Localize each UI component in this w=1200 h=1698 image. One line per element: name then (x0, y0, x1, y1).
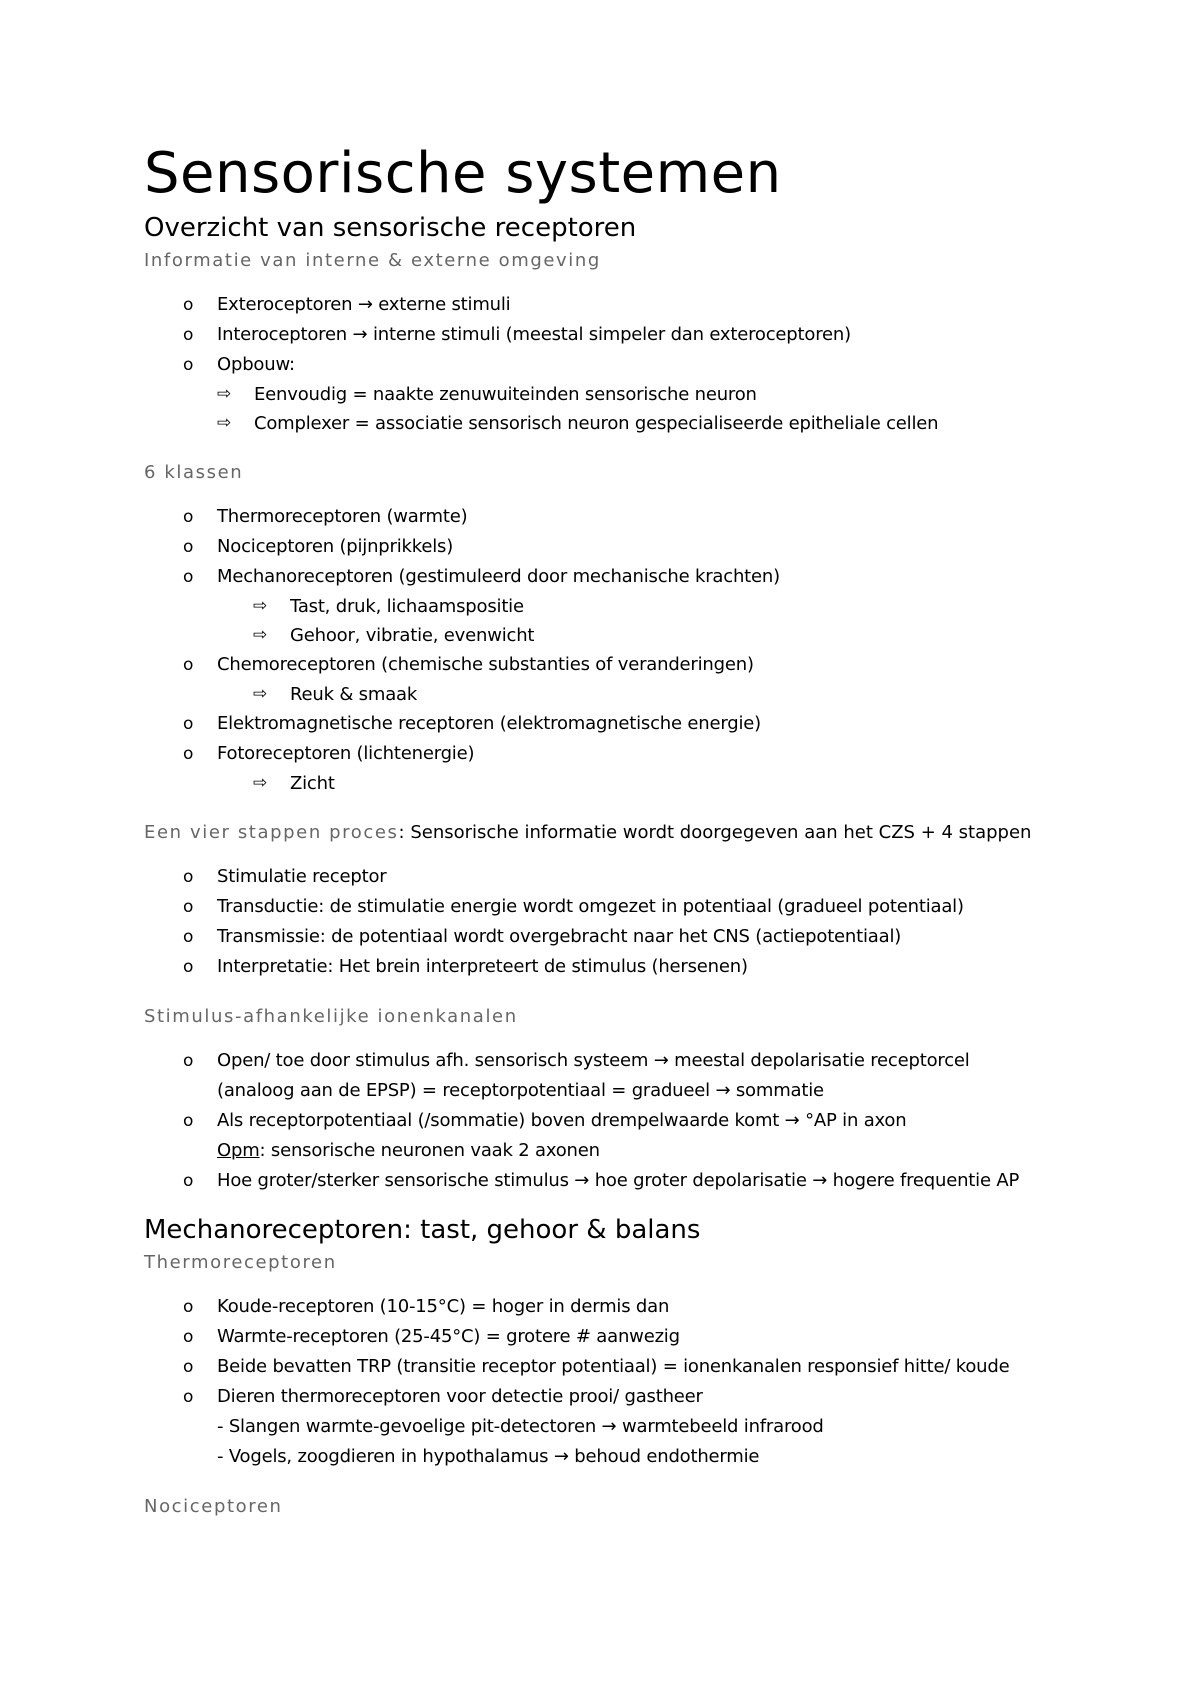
bullet-icon: o (183, 567, 194, 587)
list-item-text: Exteroceptoren → externe stimuli (217, 294, 511, 315)
list-item (144, 1352, 1064, 1382)
list-item-text: Stimulatie receptor (217, 866, 387, 887)
sublist-item-text: Gehoor, vibratie, evenwicht (290, 625, 535, 646)
list-informatie (144, 290, 1064, 438)
arrow-right-icon: ⇨ (217, 384, 232, 404)
arrow-right-icon: ⇨ (253, 596, 268, 616)
bullet-icon: o (183, 295, 194, 315)
list-item (144, 1382, 1064, 1472)
sublist-opbouw (217, 380, 1064, 438)
sublist-item (217, 380, 1064, 409)
bullet-icon: o (183, 1171, 194, 1191)
sublist-item-text: Eenvoudig = naakte zenuwuiteinden sensorische neuron (254, 384, 757, 405)
list-item (144, 1106, 1064, 1166)
section-heading-mechanoreceptoren: Mechanoreceptoren: tast, gehoor & balans (144, 1215, 701, 1245)
list-item (144, 1166, 1064, 1196)
sublist-item-text: Zicht (290, 773, 335, 794)
list-item (144, 922, 1064, 952)
subheading-6-klassen: 6 klassen (144, 462, 244, 483)
subheading-thermoreceptoren: Thermoreceptoren (144, 1252, 337, 1273)
arrow-right-icon: ⇨ (253, 684, 268, 704)
bullet-icon: o (183, 537, 194, 557)
list-item-text: Warmte-receptoren (25-45°C) = grotere # aanwezig (217, 1326, 680, 1347)
sublist-mechano (217, 592, 1064, 650)
sublist-item (253, 592, 1064, 621)
bullet-icon: o (183, 1297, 194, 1317)
list-item (144, 650, 1064, 709)
sublist-item (253, 621, 1064, 650)
list-item-text: Transductie: de stimulatie energie wordt omgezet in potentiaal (gradueel potentiaal) (217, 896, 964, 917)
list-stappen (144, 862, 1064, 982)
bullet-icon: o (183, 927, 194, 947)
list-item-text: Elektromagnetische receptoren (elektromagnetische energie) (217, 713, 761, 734)
list-item-text: Koude-receptoren (10-15°C) = hoger in dermis dan (217, 1296, 670, 1317)
bullet-icon: o (183, 1051, 194, 1071)
list-item (144, 709, 1064, 739)
list-item-note (217, 1136, 1064, 1166)
list-item-text: Chemoreceptoren (chemische substanties of veranderingen) (217, 654, 754, 675)
list-item-text: Als receptorpotentiaal (/sommatie) boven drempelwaarde komt → °AP in axon (217, 1110, 907, 1131)
bullet-icon: o (183, 897, 194, 917)
bullet-icon: o (183, 507, 194, 527)
list-item-text: Interpretatie: Het brein interpreteert de stimulus (hersenen) (217, 956, 748, 977)
subheading-rest: : Sensorische informatie wordt doorgegeven aan het CZS + 4 stappen (398, 822, 1032, 843)
bullet-icon: o (183, 957, 194, 977)
bullet-icon: o (183, 714, 194, 734)
list-item-text: Mechanoreceptoren (gestimuleerd door mechanische krachten) (217, 566, 780, 587)
bullet-icon: o (183, 355, 194, 375)
list-item-text: Thermoreceptoren (warmte) (217, 506, 468, 527)
subheading-nociceptoren: Nociceptoren (144, 1496, 283, 1517)
list-thermoreceptoren (144, 1292, 1064, 1472)
subheading-lead: Een vier stappen proces (144, 822, 399, 843)
list-item (144, 532, 1064, 562)
document-content (144, 140, 1064, 1536)
list-item-text: Transmissie: de potentiaal wordt overgebracht naar het CNS (actiepotentiaal) (217, 926, 902, 947)
list-item (144, 502, 1064, 532)
list-item-text: Open/ toe door stimulus afh. sensorisch systeem → meestal depolarisatie receptorcel (217, 1050, 970, 1071)
subheading-informatie: Informatie van interne & externe omgeving (144, 250, 601, 271)
list-item-text: Beide bevatten TRP (transitie receptor potentiaal) = ionenkanalen responsief hitte/ koude (217, 1356, 1010, 1377)
bullet-icon: o (183, 1387, 194, 1407)
sublist-item (253, 680, 1064, 709)
list-item (144, 290, 1064, 320)
bullet-icon: o (183, 867, 194, 887)
arrow-right-icon: ⇨ (253, 773, 268, 793)
sublist-item-text: Complexer = associatie sensorisch neuron gespecialiseerde epitheliale cellen (254, 413, 939, 434)
sublist-chemo (217, 680, 1064, 709)
bullet-icon: o (183, 1111, 194, 1131)
list-item-text: Fotoreceptoren (lichtenergie) (217, 743, 475, 764)
list-klassen (144, 502, 1064, 798)
sublist-item-text: Reuk & smaak (290, 684, 418, 705)
sublist-foto (217, 769, 1064, 798)
list-item-text: Dieren thermoreceptoren voor detectie prooi/ gastheer (217, 1386, 703, 1407)
bullet-icon: o (183, 1327, 194, 1347)
list-ionenkanalen (144, 1046, 1064, 1196)
note-text: : sensorische neuronen vaak 2 axonen (259, 1140, 600, 1161)
list-item (144, 1292, 1064, 1322)
sublist-item (217, 409, 1064, 438)
sublist-item-text: Tast, druk, lichaamspositie (290, 596, 524, 617)
document-title: Sensorische systemen (144, 141, 782, 206)
subheading-ionenkanalen: Stimulus-afhankelijke ionenkanalen (144, 1006, 518, 1027)
bullet-icon: o (183, 744, 194, 764)
bullet-icon: o (183, 1357, 194, 1377)
list-item (144, 1322, 1064, 1352)
section-heading-overzicht: Overzicht van sensorische receptoren (144, 213, 637, 243)
list-item-text: Hoe groter/sterker sensorische stimulus → hoe groter depolarisatie → hogere frequentie AP (217, 1170, 1020, 1191)
note-prefix: Opm (217, 1140, 260, 1161)
sublist-item (253, 769, 1064, 798)
list-item-text-continued: - Vogels, zoogdieren in hypothalamus → behoud endothermie (217, 1446, 760, 1467)
arrow-right-icon: ⇨ (253, 625, 268, 645)
list-item (144, 350, 1064, 438)
bullet-icon: o (183, 655, 194, 675)
list-item-text-continued: (analoog aan de EPSP) = receptorpotentiaal = gradueel → sommatie (217, 1080, 824, 1101)
list-item-text: Opbouw: (217, 354, 295, 375)
arrow-right-icon: ⇨ (217, 413, 232, 433)
list-item (144, 320, 1064, 350)
list-item-text: Nociceptoren (pijnprikkels) (217, 536, 454, 557)
list-item (144, 739, 1064, 798)
list-item (144, 952, 1064, 982)
list-item (144, 862, 1064, 892)
list-item (144, 892, 1064, 922)
list-item (144, 562, 1064, 650)
list-item-text: Interoceptoren → interne stimuli (meestal simpeler dan exteroceptoren) (217, 324, 851, 345)
list-item (144, 1046, 1064, 1106)
list-item-text-continued: - Slangen warmte-gevoelige pit-detectoren → warmtebeeld infrarood (217, 1416, 824, 1437)
bullet-icon: o (183, 325, 194, 345)
subheading-vier-stappen (144, 820, 1064, 846)
